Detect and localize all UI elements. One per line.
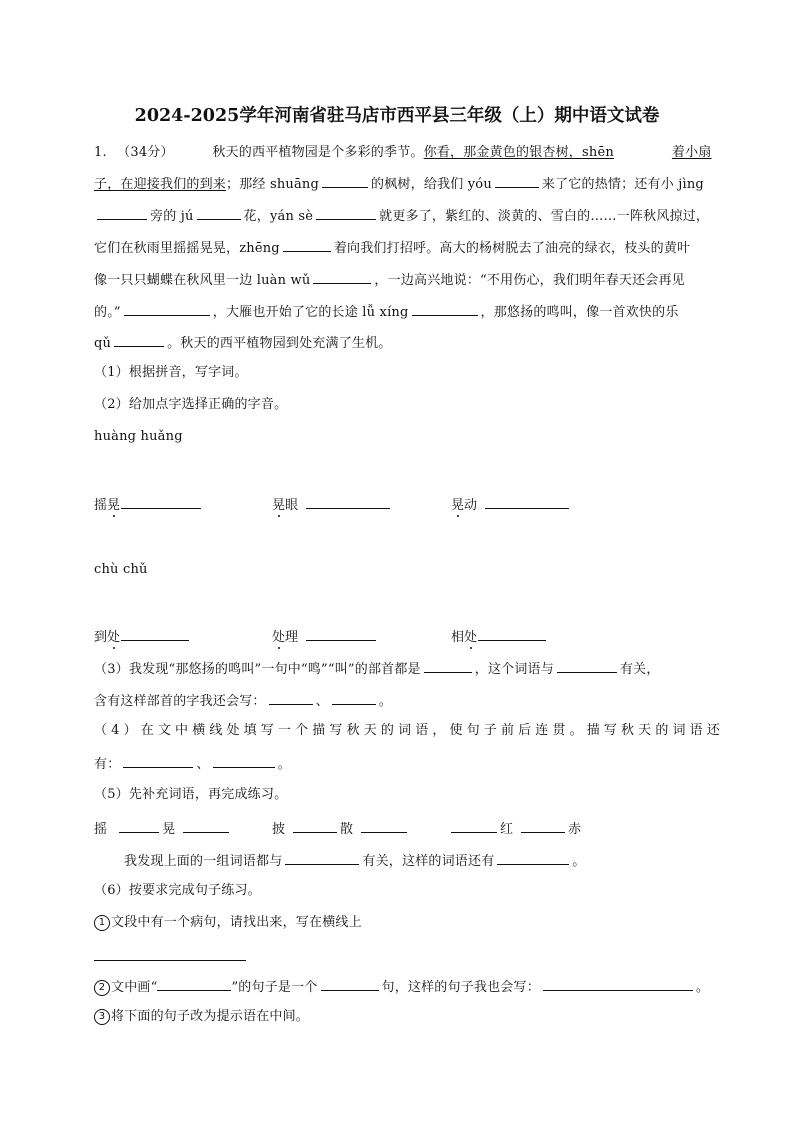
passage-text: ，一边高兴地说：“不用伤心，我们明年春天还会再见: [374, 273, 685, 288]
pinyin-options-a: huàng huǎng: [94, 429, 183, 444]
passage-line-6: [94, 302, 720, 322]
sentence-end: 。: [378, 694, 393, 709]
answer-blank[interactable]: [543, 977, 693, 991]
word-char: 散: [340, 822, 354, 837]
answer-blank[interactable]: [306, 627, 376, 641]
word-text: 到处: [94, 630, 121, 645]
answer-blank[interactable]: [157, 977, 231, 991]
answer-blank[interactable]: [313, 270, 371, 284]
word-fill-group: [272, 818, 410, 837]
word-text: 相处: [451, 630, 478, 645]
subquestion-3: [94, 659, 720, 679]
sentence-end: 。: [277, 757, 291, 772]
word-item: [451, 494, 572, 513]
word-char: 摇: [94, 822, 108, 837]
subquestion-text: （3）我发现“那悠扬的鸣叫”一句中“鸣”“叫”的部首都是: [94, 662, 421, 677]
passage-text: 的。”: [94, 305, 121, 320]
answer-blank[interactable]: [114, 333, 164, 347]
answer-blank[interactable]: [497, 851, 569, 865]
answer-blank[interactable]: [183, 819, 229, 833]
answer-blank[interactable]: [451, 819, 497, 833]
underlined-sentence-part: 子，在迎接我们的到来: [94, 177, 227, 192]
answer-line[interactable]: [94, 959, 246, 961]
answer-blank[interactable]: [412, 302, 478, 316]
question-number: 1.: [94, 145, 107, 160]
subquestion-text: ，这个词语与: [474, 662, 554, 677]
answer-blank[interactable]: [124, 302, 210, 316]
passage-line-7: [94, 333, 720, 353]
answer-blank[interactable]: [121, 495, 201, 509]
answer-blank[interactable]: [269, 691, 313, 705]
word-item: [94, 494, 204, 513]
word-item: [272, 494, 393, 513]
word-text: 晃动: [451, 498, 478, 513]
passage-text: ；那经 shuāng: [226, 177, 320, 192]
page-title: 2024-2025学年河南省驻马店市西平县三年级（上）期中语文试卷: [134, 106, 660, 126]
word-text: 晃眼: [272, 498, 299, 513]
word-fill-group: [451, 818, 581, 837]
word-char: 披: [272, 822, 286, 837]
separator: 、: [196, 757, 210, 772]
passage-text: 它们在秋雨里摇摇晃晃，zhēng: [94, 241, 280, 256]
task-2: [94, 977, 720, 997]
question-score: （34分）: [117, 145, 174, 160]
passage-line-5: [94, 270, 720, 290]
circled-number: 2: [94, 980, 110, 996]
passage-text: 花，yán sè: [243, 209, 314, 224]
task-3: [94, 1008, 720, 1026]
subquestion-text: 有：: [94, 757, 121, 772]
word-text: 摇晃: [94, 498, 121, 513]
circled-number: 3: [94, 1009, 110, 1025]
passage-text: 秋天的西平植物园是个多彩的季节。: [212, 145, 424, 160]
underlined-sentence-part: 着小扇: [671, 145, 712, 160]
subquestion-text: 有关，: [619, 662, 660, 677]
task-1: [94, 914, 720, 932]
answer-blank[interactable]: [119, 819, 159, 833]
answer-blank[interactable]: [485, 495, 569, 509]
subquestion-4: （4）在文中横线处填写一个描写秋天的词语，使句子前后连贯。描写秋天的词语还: [94, 723, 720, 738]
task-text: 文段中有一个病句，请找出来，写在横线上: [111, 915, 362, 930]
subquestion-6: （6）按要求完成句子练习。: [94, 883, 261, 898]
answer-blank[interactable]: [197, 206, 241, 220]
task-text: 将下面的句子改为提示语在中间。: [111, 1009, 310, 1024]
passage-line-2: [94, 174, 720, 194]
passage-line-1: [94, 143, 720, 162]
pinyin-options-b: chù chǔ: [94, 562, 148, 577]
passage-text: 的枫树，给我们 yóu: [371, 177, 492, 192]
passage-text: 着向我们打招呼。高大的杨树脱去了油亮的绿衣，枝头的黄叶: [333, 241, 691, 256]
subquestion-2: （2）给加点字选择正确的字音。: [94, 397, 288, 412]
answer-blank[interactable]: [424, 659, 472, 673]
sentence-end: 。: [695, 980, 710, 995]
passage-text: 来了它的热情；还有小 jìng: [541, 177, 704, 192]
answer-blank[interactable]: [283, 238, 331, 252]
separator: 、: [315, 694, 329, 709]
subquestion-text: 我发现上面的一组词语都与: [124, 854, 283, 869]
answer-blank[interactable]: [478, 627, 546, 641]
word-item: [272, 626, 379, 645]
task-text: 文中画“: [111, 980, 158, 995]
word-fill-group: [94, 818, 232, 837]
answer-blank[interactable]: [321, 977, 379, 991]
subquestion-1: （1）根据拼音，写字词。: [94, 365, 248, 380]
answer-blank[interactable]: [521, 819, 565, 833]
answer-blank[interactable]: [361, 819, 407, 833]
answer-blank[interactable]: [293, 819, 337, 833]
word-char: 晃: [162, 822, 176, 837]
passage-text: ，那悠扬的鸣叫，像一首欢快的乐: [480, 305, 679, 320]
answer-blank[interactable]: [213, 754, 275, 768]
passage-line-3: [94, 206, 720, 226]
answer-blank[interactable]: [495, 174, 539, 188]
subquestion-4-continued: [94, 754, 720, 774]
passage-text: 就更多了，紫红的、淡黄的、雪白的……一阵秋风掠过，: [379, 209, 710, 224]
passage-text: 旁的 jú: [150, 209, 194, 224]
subquestion-3-continued: [94, 691, 720, 711]
passage-text: qǔ: [94, 336, 112, 351]
circled-number: 1: [94, 915, 110, 931]
word-char: 红: [500, 822, 514, 837]
subquestion-text: 有关，这样的词语还有: [362, 854, 495, 869]
word-char: 赤: [568, 822, 582, 837]
answer-blank[interactable]: [306, 495, 390, 509]
task-text: ”的句子是一个: [231, 980, 318, 995]
subquestion-5-find: [94, 851, 720, 871]
task-text: 句，这样的句子我也会写：: [381, 980, 540, 995]
word-text: 处理: [272, 630, 299, 645]
sentence-end: 。: [572, 854, 586, 869]
passage-text: 像一只只蝴蝶在秋风里一边 luàn wǔ: [94, 273, 311, 288]
answer-blank[interactable]: [97, 206, 147, 220]
answer-blank[interactable]: [322, 174, 368, 188]
answer-blank[interactable]: [121, 627, 189, 641]
subquestion-5: （5）先补充词语，再完成练习。: [94, 787, 288, 802]
answer-blank[interactable]: [557, 659, 617, 673]
word-item: [451, 626, 549, 645]
passage-text: ，大雁也开始了它的长途 lǚ xíng: [212, 305, 409, 320]
underlined-sentence-part: 你看，那金黄色的银杏树，shēn: [423, 145, 614, 160]
passage-line-4: [94, 238, 720, 258]
answer-blank[interactable]: [316, 206, 376, 220]
answer-blank[interactable]: [617, 143, 669, 156]
answer-blank[interactable]: [332, 691, 376, 705]
answer-blank[interactable]: [123, 754, 193, 768]
answer-blank[interactable]: [285, 851, 359, 865]
word-item: [94, 626, 192, 645]
subquestion-text: 含有这样部首的字我还会写：: [94, 694, 266, 709]
passage-text: 。秋天的西平植物园到处充满了生机。: [167, 336, 392, 351]
